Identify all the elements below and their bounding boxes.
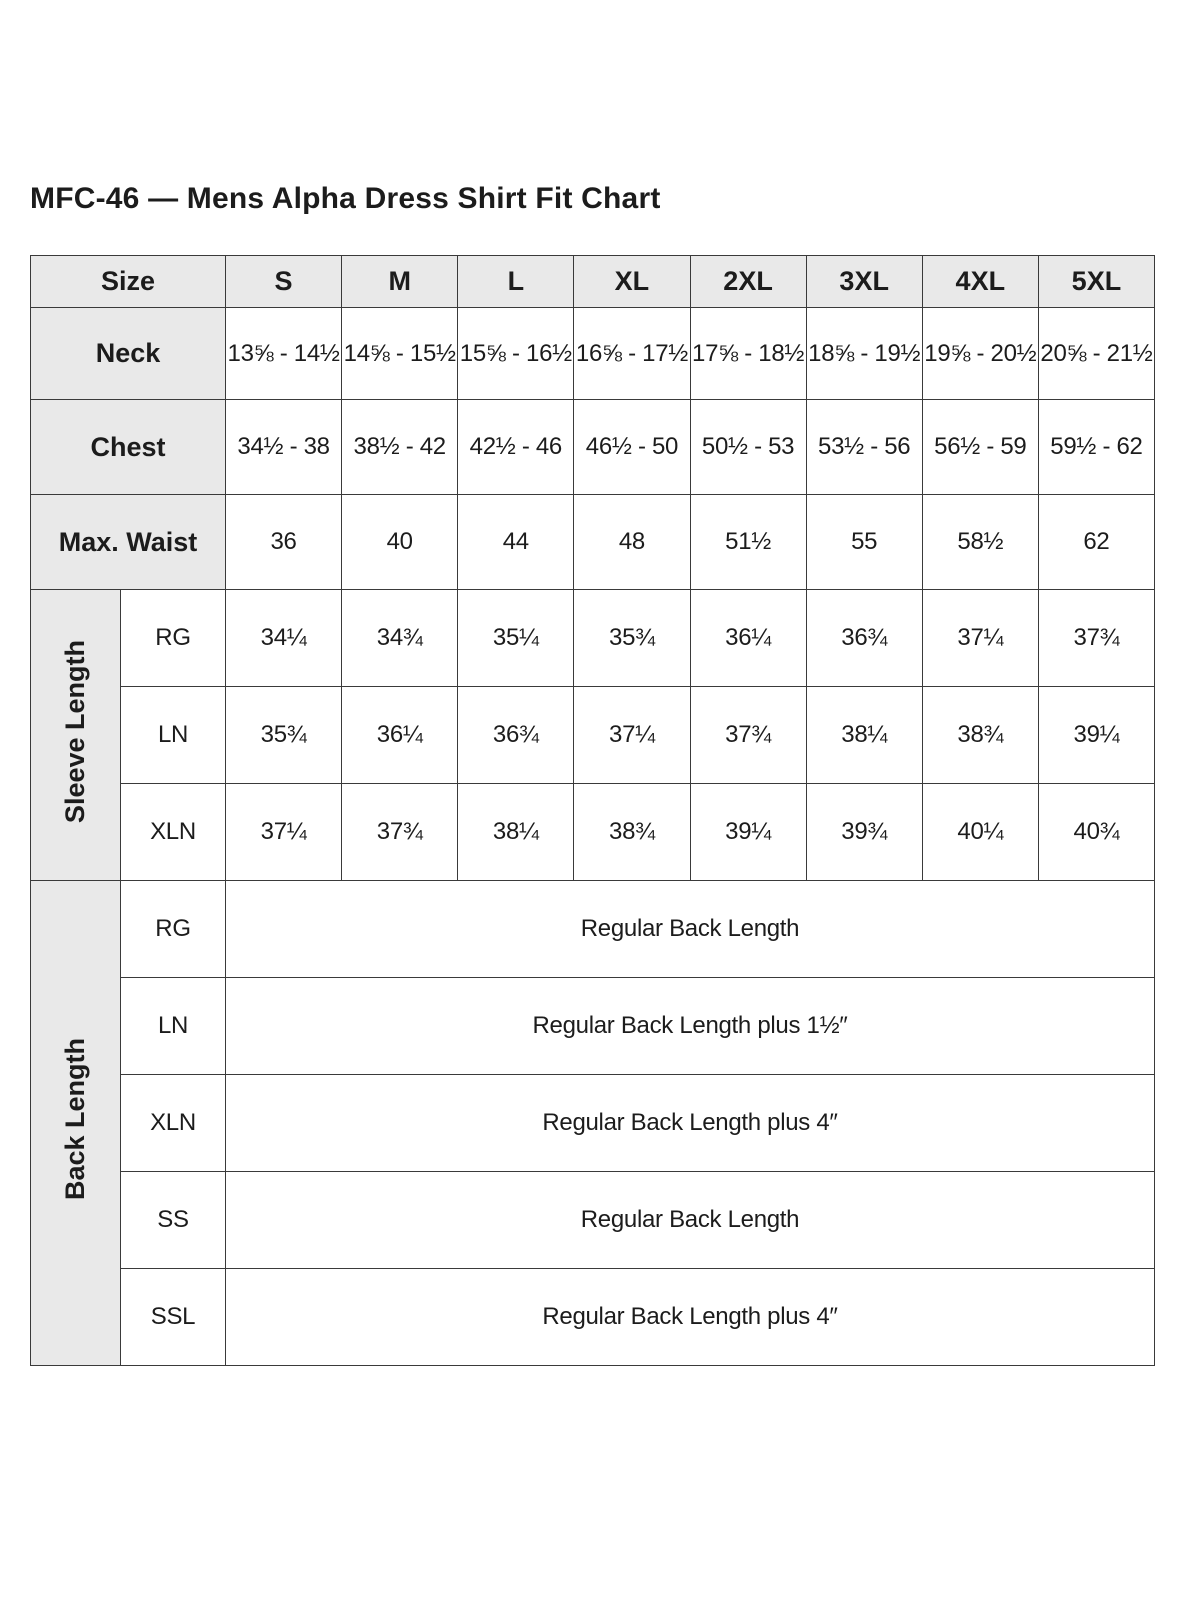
back-length-vertical-text: Back Length xyxy=(60,1038,90,1201)
chest-row xyxy=(31,400,1155,495)
sleeve-ln-value: 38¾ xyxy=(922,687,1038,784)
back-ssl-text: Regular Back Length plus 4″ xyxy=(226,1269,1155,1366)
sleeve-xln-value: 38¼ xyxy=(458,784,574,881)
page-title: MFC-46 — Mens Alpha Dress Shirt Fit Chart xyxy=(30,182,661,215)
size-col-header: 4XL xyxy=(922,256,1038,308)
sleeve-rg-row xyxy=(31,590,1155,687)
size-col-header: XL xyxy=(574,256,690,308)
sleeve-xln-value: 40¼ xyxy=(922,784,1038,881)
back-rg-label: RG xyxy=(121,881,226,978)
neck-value: 16⅝ - 17½ xyxy=(574,308,690,400)
sleeve-ln-value: 39¼ xyxy=(1038,687,1154,784)
chest-value: 42½ - 46 xyxy=(458,400,574,495)
sleeve-ln-value: 36¾ xyxy=(458,687,574,784)
max-waist-value: 58½ xyxy=(922,495,1038,590)
sleeve-ln-value: 35¾ xyxy=(226,687,342,784)
size-col-header: 3XL xyxy=(806,256,922,308)
neck-label: Neck xyxy=(31,308,226,400)
back-xln-text: Regular Back Length plus 4″ xyxy=(226,1075,1155,1172)
chest-value: 56½ - 59 xyxy=(922,400,1038,495)
chest-value: 34½ - 38 xyxy=(226,400,342,495)
sleeve-xln-value: 37¼ xyxy=(226,784,342,881)
sleeve-ln-row xyxy=(31,687,1155,784)
size-col-header: 5XL xyxy=(1038,256,1154,308)
sleeve-rg-value: 35¾ xyxy=(574,590,690,687)
sleeve-rg-value: 34¾ xyxy=(342,590,458,687)
chest-value: 50½ - 53 xyxy=(690,400,806,495)
back-ln-text: Regular Back Length plus 1½″ xyxy=(226,978,1155,1075)
max-waist-value: 62 xyxy=(1038,495,1154,590)
neck-value: 18⅝ - 19½ xyxy=(806,308,922,400)
chest-value: 46½ - 50 xyxy=(574,400,690,495)
sleeve-rg-value: 37¼ xyxy=(922,590,1038,687)
back-xln-row xyxy=(31,1075,1155,1172)
size-col-header: S xyxy=(226,256,342,308)
sleeve-xln-value: 40¾ xyxy=(1038,784,1154,881)
neck-value: 20⅝ - 21½ xyxy=(1038,308,1154,400)
size-col-header: 2XL xyxy=(690,256,806,308)
sleeve-rg-value: 36¾ xyxy=(806,590,922,687)
back-rg-text: Regular Back Length xyxy=(226,881,1155,978)
max-waist-value: 40 xyxy=(342,495,458,590)
chest-value: 59½ - 62 xyxy=(1038,400,1154,495)
neck-value: 15⅝ - 16½ xyxy=(458,308,574,400)
sleeve-ln-value: 36¼ xyxy=(342,687,458,784)
back-ssl-label: SSL xyxy=(121,1269,226,1366)
max-waist-value: 44 xyxy=(458,495,574,590)
chest-value: 38½ - 42 xyxy=(342,400,458,495)
sleeve-rg-value: 36¼ xyxy=(690,590,806,687)
sleeve-xln-value: 39¾ xyxy=(806,784,922,881)
sleeve-ln-value: 37¾ xyxy=(690,687,806,784)
size-col-header: M xyxy=(342,256,458,308)
back-ss-text: Regular Back Length xyxy=(226,1172,1155,1269)
sleeve-xln-value: 38¾ xyxy=(574,784,690,881)
back-ln-label: LN xyxy=(121,978,226,1075)
max-waist-value: 48 xyxy=(574,495,690,590)
size-col-header: L xyxy=(458,256,574,308)
back-ss-row xyxy=(31,1172,1155,1269)
max-waist-row xyxy=(31,495,1155,590)
chest-label: Chest xyxy=(31,400,226,495)
back-ln-row xyxy=(31,978,1155,1075)
neck-value: 14⅝ - 15½ xyxy=(342,308,458,400)
header-row xyxy=(31,256,1155,308)
back-xln-label: XLN xyxy=(121,1075,226,1172)
neck-value: 17⅝ - 18½ xyxy=(690,308,806,400)
sleeve-xln-value: 39¼ xyxy=(690,784,806,881)
sleeve-length-section-label xyxy=(31,590,121,881)
neck-value: 13⅝ - 14½ xyxy=(226,308,342,400)
sleeve-xln-row xyxy=(31,784,1155,881)
fit-chart-table xyxy=(30,255,1155,1366)
size-header-cell: Size xyxy=(31,256,226,308)
sleeve-ln-value: 37¼ xyxy=(574,687,690,784)
back-rg-row xyxy=(31,881,1155,978)
neck-value: 19⅝ - 20½ xyxy=(922,308,1038,400)
back-length-section-label xyxy=(31,881,121,1366)
back-ss-label: SS xyxy=(121,1172,226,1269)
max-waist-label: Max. Waist xyxy=(31,495,226,590)
sleeve-ln-label: LN xyxy=(121,687,226,784)
max-waist-value: 51½ xyxy=(690,495,806,590)
sleeve-rg-label: RG xyxy=(121,590,226,687)
back-ssl-row xyxy=(31,1269,1155,1366)
sleeve-xln-value: 37¾ xyxy=(342,784,458,881)
sleeve-rg-value: 37¾ xyxy=(1038,590,1154,687)
sleeve-xln-label: XLN xyxy=(121,784,226,881)
sleeve-length-vertical-text: Sleeve Length xyxy=(60,639,90,824)
chest-value: 53½ - 56 xyxy=(806,400,922,495)
sleeve-ln-value: 38¼ xyxy=(806,687,922,784)
sleeve-rg-value: 34¼ xyxy=(226,590,342,687)
sleeve-rg-value: 35¼ xyxy=(458,590,574,687)
max-waist-value: 36 xyxy=(226,495,342,590)
neck-row xyxy=(31,308,1155,400)
max-waist-value: 55 xyxy=(806,495,922,590)
